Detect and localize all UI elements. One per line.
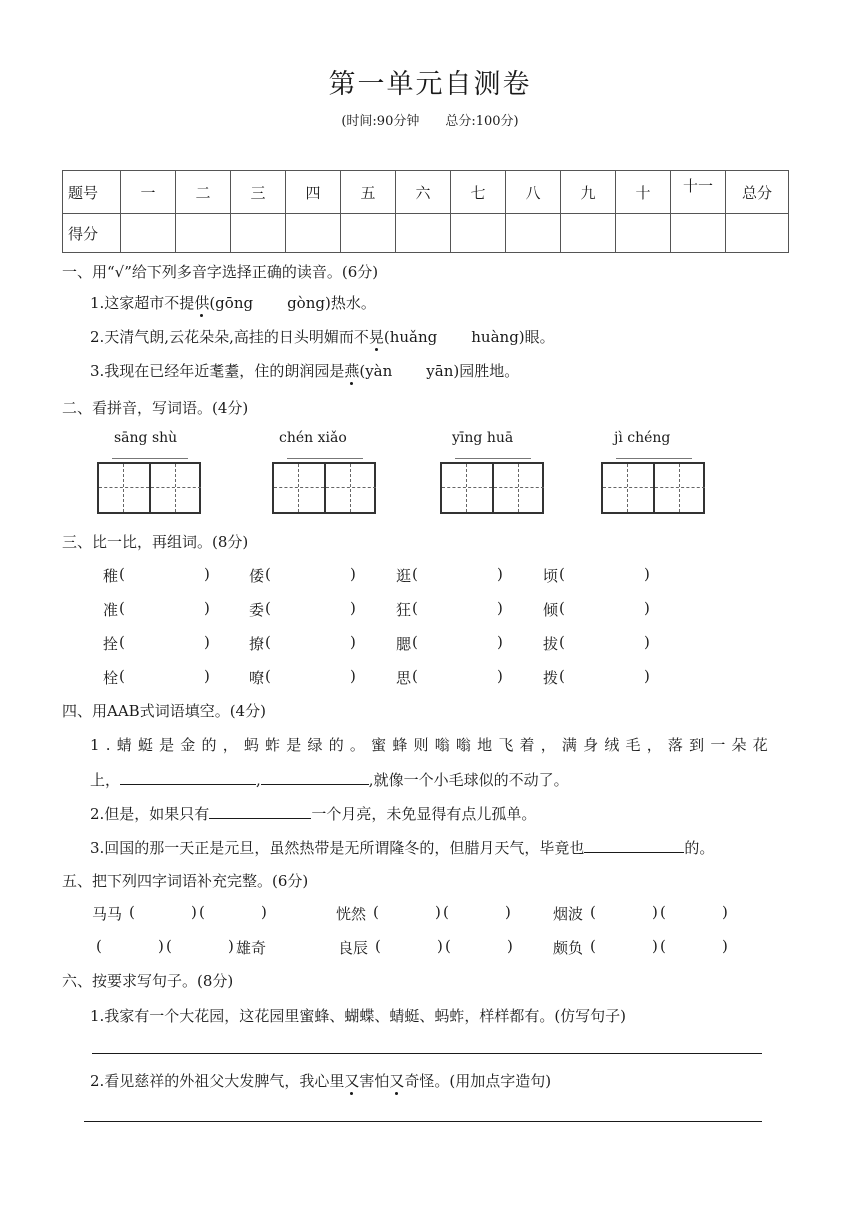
idiom-blank-close: ) xyxy=(505,903,511,921)
word-input-close-paren: ) xyxy=(644,599,650,617)
score-cell[interactable] xyxy=(396,214,451,253)
compare-char: 腮 xyxy=(396,635,412,653)
idiom-prefix: 良辰 xyxy=(338,939,369,957)
word-input-close-paren: ) xyxy=(644,565,650,583)
word-input-open-paren[interactable]: ( xyxy=(412,633,418,651)
word-input-close-paren: ) xyxy=(350,667,356,685)
idiom-blank-close: ) xyxy=(437,937,443,955)
word-input-close-paren: ) xyxy=(644,667,650,685)
s4-q2-text: 2.但是，如果只有 xyxy=(90,805,210,823)
pinyin-label: jì chéng xyxy=(614,430,671,446)
time-limit: (时间:90分钟 xyxy=(341,114,420,129)
score-cell[interactable] xyxy=(561,214,616,253)
idiom-blank-open[interactable]: ( xyxy=(660,903,666,921)
word-input-open-paren[interactable]: ( xyxy=(412,565,418,583)
s1-q3-text: 3.我现在已经年近耄耋，住的朗润园是 xyxy=(90,362,345,380)
compare-char: 栓 xyxy=(103,669,119,687)
s1-q2-tail: 眼。 xyxy=(524,328,555,346)
word-input-close-paren: ) xyxy=(497,599,503,617)
s1-q2-text: 2.天清气朗,云花朵朵,高挂的日头明媚而不 xyxy=(90,328,369,346)
score-cell[interactable] xyxy=(616,214,671,253)
page-subtitle xyxy=(0,110,860,129)
idiom-blank-open[interactable]: ( xyxy=(375,937,381,955)
column-header: 六 xyxy=(396,171,451,214)
compare-char: 思 xyxy=(396,669,412,687)
word-input-close-paren: ) xyxy=(497,565,503,583)
compare-char: 撩 xyxy=(249,635,265,653)
word-input-open-paren[interactable]: ( xyxy=(412,667,418,685)
score-cell[interactable] xyxy=(341,214,396,253)
column-header: 八 xyxy=(506,171,561,214)
idiom-blank-close: ) xyxy=(191,903,197,921)
word-input-close-paren: ) xyxy=(497,667,503,685)
idiom-blank-open[interactable]: ( xyxy=(590,937,596,955)
idiom-prefix: 烟波 xyxy=(553,905,584,923)
column-header: 四 xyxy=(286,171,341,214)
idiom-blank-open[interactable]: ( xyxy=(96,937,102,955)
answer-line[interactable] xyxy=(92,1053,762,1054)
s4-question-2 xyxy=(90,802,536,824)
word-input-open-paren[interactable]: ( xyxy=(265,633,271,651)
word-input-close-paren: ) xyxy=(204,633,210,651)
s1-q2-dotted-char: 晃 xyxy=(368,328,384,346)
column-header: 十 xyxy=(616,171,671,214)
compare-char: 准 xyxy=(103,601,119,619)
word-input-close-paren: ) xyxy=(497,633,503,651)
idiom-blank-close: ) xyxy=(722,903,728,921)
s1-q3-option-1[interactable]: (yàn xyxy=(359,362,393,380)
score-cell[interactable] xyxy=(121,214,176,253)
s4-q3-text: 3.回国的那一天正是元旦，虽然热带是无所谓隆冬的，但腊月天气，毕竟也 xyxy=(90,839,585,857)
fill-blank[interactable] xyxy=(120,768,256,785)
word-input-open-paren[interactable]: ( xyxy=(119,599,125,617)
s4-question-1-line-2 xyxy=(90,768,569,790)
word-input-close-paren: ) xyxy=(204,667,210,685)
compare-char: 委 xyxy=(249,601,265,619)
column-header: 三 xyxy=(231,171,286,214)
section-4-heading: 四、用AAB式词语填空。(4分) xyxy=(62,702,266,720)
s1-q2-option-2[interactable]: huàng) xyxy=(471,328,525,346)
compare-char: 稚 xyxy=(103,567,119,585)
word-input-open-paren[interactable]: ( xyxy=(559,633,565,651)
section-3-heading: 三、比一比，再组词。(8分) xyxy=(62,533,249,551)
section-6-heading: 六、按要求写句子。(8分) xyxy=(62,972,234,990)
word-input-close-paren: ) xyxy=(204,599,210,617)
fill-blank[interactable] xyxy=(584,836,684,853)
s6-q2-dotted-char: 又 xyxy=(389,1072,405,1090)
column-header: 二 xyxy=(176,171,231,214)
compare-char: 狂 xyxy=(396,601,412,619)
score-cell-total[interactable] xyxy=(726,214,789,253)
word-input-open-paren[interactable]: ( xyxy=(119,565,125,583)
fill-blank[interactable] xyxy=(209,802,311,819)
word-input-open-paren[interactable]: ( xyxy=(559,667,565,685)
compare-char: 倾 xyxy=(543,601,559,619)
row-label-question-number: 题号 xyxy=(63,171,121,214)
idiom-blank-open[interactable]: ( xyxy=(199,903,205,921)
idiom-prefix: 马马 xyxy=(92,905,123,923)
s1-q2-option-1[interactable]: (huǎng xyxy=(383,328,438,346)
idiom-blank-open[interactable]: ( xyxy=(443,903,449,921)
writing-grid[interactable] xyxy=(272,462,376,514)
idiom-blank-open[interactable]: ( xyxy=(166,937,172,955)
idiom-blank-close: ) xyxy=(261,903,267,921)
word-input-open-paren[interactable]: ( xyxy=(265,599,271,617)
s1-q1-tail: 热水。 xyxy=(330,294,376,312)
compare-char: 顷 xyxy=(543,567,559,585)
score-table-header-row xyxy=(63,171,789,214)
idiom-blank-close: ) xyxy=(652,903,658,921)
s1-q3-option-2[interactable]: yān) xyxy=(426,362,460,380)
idiom-suffix: 雄奇 xyxy=(236,939,267,957)
page-title: 第一单元自测卷 xyxy=(328,69,532,100)
s6-q2-mid: 害怕 xyxy=(359,1072,390,1090)
s6-q2-text: 2.看见慈祥的外祖父大发脾气，我心里 xyxy=(90,1072,345,1090)
s1-q1-text: 1.这家超市不提 xyxy=(90,294,195,312)
section-5-heading: 五、把下列四字词语补充完整。(6分) xyxy=(62,872,309,890)
s1-q3-tail: 园胜地。 xyxy=(459,362,520,380)
total-score: 总分:100分) xyxy=(445,114,519,129)
idiom-prefix: 恍然 xyxy=(336,905,367,923)
s4-q3-tail: 的。 xyxy=(684,839,715,857)
compare-char: 拴 xyxy=(103,635,119,653)
writing-grid[interactable] xyxy=(601,462,705,514)
word-input-open-paren[interactable]: ( xyxy=(412,599,418,617)
score-cell[interactable] xyxy=(231,214,286,253)
idiom-blank-open[interactable]: ( xyxy=(445,937,451,955)
score-cell[interactable] xyxy=(176,214,231,253)
idiom-blank-close: ) xyxy=(435,903,441,921)
column-header: 七 xyxy=(451,171,506,214)
score-cell[interactable] xyxy=(506,214,561,253)
compare-char: 嘹 xyxy=(249,669,265,687)
idiom-prefix: 颇负 xyxy=(553,939,584,957)
answer-line[interactable] xyxy=(84,1121,762,1122)
compare-char: 拨 xyxy=(543,669,559,687)
word-input-close-paren: ) xyxy=(204,565,210,583)
s4-q1-lead: 上， xyxy=(90,771,121,789)
column-header: 一 xyxy=(121,171,176,214)
s6-q2-tail: 奇怪。(用加点字造句) xyxy=(404,1072,552,1090)
s1-question-3 xyxy=(90,360,519,381)
s1-question-1 xyxy=(90,292,376,313)
score-table-score-row xyxy=(63,214,789,253)
s1-q3-dotted-char: 燕 xyxy=(344,362,360,380)
s4-q1-tail: ,就像一个小毛球似的不动了。 xyxy=(368,771,569,789)
word-input-close-paren: ) xyxy=(644,633,650,651)
row-label-score: 得分 xyxy=(63,214,121,253)
s4-q2-tail: 一个月亮，未免显得有点儿孤单。 xyxy=(311,805,537,823)
fill-blank[interactable] xyxy=(261,768,369,785)
section-1-heading: 一、用“√”给下列多音字选择正确的读音。(6分) xyxy=(62,263,379,281)
section-2-heading: 二、看拼音，写词语。(4分) xyxy=(62,399,249,417)
word-input-open-paren[interactable]: ( xyxy=(265,565,271,583)
compare-char: 逛 xyxy=(396,567,412,585)
idiom-blank-open[interactable]: ( xyxy=(373,903,379,921)
word-input-open-paren[interactable]: ( xyxy=(119,633,125,651)
score-table xyxy=(62,170,789,253)
word-input-close-paren: ) xyxy=(350,565,356,583)
s1-question-2 xyxy=(90,326,555,347)
s1-q1-option-2[interactable]: gòng) xyxy=(287,294,331,312)
s6-question-2 xyxy=(90,1070,551,1091)
s1-q1-option-1[interactable]: (gōng xyxy=(209,294,254,312)
column-header: 九 xyxy=(561,171,616,214)
idiom-blank-close: ) xyxy=(158,937,164,955)
s4-question-1-line-1: 1.蜻蜓是金的，蚂蚱是绿的。蜜蜂则嗡嗡地飞着，满身绒毛，落到一朵花 xyxy=(90,736,774,754)
idiom-blank-open[interactable]: ( xyxy=(129,903,135,921)
compare-char: 倭 xyxy=(249,567,265,585)
s4-question-3 xyxy=(90,836,714,858)
pinyin-label: sāng shù xyxy=(114,430,178,446)
word-input-open-paren[interactable]: ( xyxy=(119,667,125,685)
s1-q1-dotted-char: 供 xyxy=(194,294,210,312)
score-cell[interactable] xyxy=(451,214,506,253)
s6-question-1: 1.我家有一个大花园，这花园里蜜蜂、蝴蝶、蜻蜓、蚂蚱，样样都有。(仿写句子) xyxy=(90,1007,627,1025)
idiom-blank-close: ) xyxy=(507,937,513,955)
idiom-blank-open[interactable]: ( xyxy=(590,903,596,921)
idiom-blank-close: ) xyxy=(722,937,728,955)
pinyin-label: yīng huā xyxy=(452,430,514,446)
column-header: 五 xyxy=(341,171,396,214)
writing-grid[interactable] xyxy=(440,462,544,514)
word-input-open-paren[interactable]: ( xyxy=(265,667,271,685)
s6-q2-dotted-char: 又 xyxy=(344,1072,360,1090)
pinyin-label: chén xiǎo xyxy=(279,430,347,446)
score-cell[interactable] xyxy=(286,214,341,253)
idiom-blank-close: ) xyxy=(652,937,658,955)
idiom-blank-open[interactable]: ( xyxy=(660,937,666,955)
writing-grid[interactable] xyxy=(97,462,201,514)
column-header-total: 总分 xyxy=(726,171,789,214)
compare-char: 拔 xyxy=(543,635,559,653)
word-input-open-paren[interactable]: ( xyxy=(559,565,565,583)
column-header: 十一 xyxy=(671,171,726,214)
word-input-open-paren[interactable]: ( xyxy=(559,599,565,617)
score-cell[interactable] xyxy=(671,214,726,253)
s4-q1-comma: , xyxy=(256,771,261,789)
word-input-close-paren: ) xyxy=(350,599,356,617)
idiom-blank-close: ) xyxy=(228,937,234,955)
word-input-close-paren: ) xyxy=(350,633,356,651)
